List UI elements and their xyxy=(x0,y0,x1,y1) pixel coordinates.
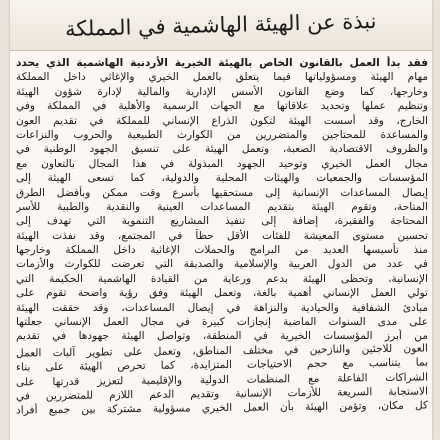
text-line: تولي العمل الإنساني أهمية بالغة، وتعمل الهيئة وفق رؤية واضحة تقوم على xyxy=(16,287,428,300)
text-line: الشراكات الفاعلة مع المنظمات الدولية والإقليمية لتعزيز قدرتها على xyxy=(16,371,428,389)
text-line: المؤسسات والجمعيات والهيئات المحلية والدولية، كما تسعى الهيئة إلى xyxy=(16,172,428,185)
text-line: في عدد من الدول العربية والإسلامية والصديقة التي تعرضت للكوارث والأزمات xyxy=(16,258,428,271)
text-line: بما يتناسب مع حجم الاحتياجات المتزايدة، كما تحرص الهيئة على بناء xyxy=(16,356,428,374)
text-line: إيصال المساعدات الإنسانية إلى مستحقيها بأسرع وقت ممكن وبأفضل الطرق xyxy=(16,186,428,199)
text-line: كل مكان، وتؤمن الهيئة بأن العمل الخيري مسؤولية مشتركة بين جميع أفراد xyxy=(16,399,428,417)
text-line: المتاحة، وتقوم الهيئة بتقديم المساعدات العينية والنقدية والطبية للأسر xyxy=(16,200,428,213)
text-line: مهام الهيئة ومسؤولياتها فيما يتعلق بالعمل الخيري والإغاثي داخل المملكة xyxy=(16,71,428,84)
text-line: تحسين مستوى المعيشة للفئات الأقل حظاً في المجتمع، وقد نفذت الهيئة xyxy=(16,229,428,242)
document-page xyxy=(10,0,432,440)
text-line: منذ تأسيسها العديد من البرامج والحملات الإغاثية داخل المملكة وخارجها xyxy=(16,244,428,257)
text-line: الإنسانية، وتحظى الهيئة بدعم ورعاية من القيادة الهاشمية الحكيمة التي xyxy=(16,272,428,285)
text-line: على مدى السنوات الماضية إنجازات كبيرة في مجال العمل الإنساني جعلتها xyxy=(16,316,428,329)
text-line: العون للاجئين والنازحين في مختلف المناطق، وتعمل على تطوير آليات العمل xyxy=(16,342,428,360)
text-line: الاستجابة السريعة للأزمات الإنسانية وتقديم الدعم اللازم للمتضررين في xyxy=(16,385,428,403)
text-line: وتنظيم عملها وتحديد علاقاتها مع الجهات الرسمية والأهلية في المملكة وفي xyxy=(16,100,428,113)
article-body xyxy=(16,56,428,436)
text-line: من أبرز المؤسسات الخيرية في المنطقة، وتواصل الهيئة جهودها في تقديم xyxy=(16,330,428,343)
text-line: وخارجها، كما وضع القانون الأسس الإدارية والمالية لإدارة شؤون الهيئة xyxy=(16,85,428,98)
text-line: فقد بدأ العمل بالقانون الخاص بالهيئة الخيرية الأردنية الهاشمية الذي يحدد xyxy=(16,57,428,69)
logo-text: نبذة عن الهيئة الهاشمية في المملكة xyxy=(65,8,377,42)
text-line: مبادئ الشفافية والحيادية والنزاهة في إيصال المساعدات، وقد حققت الهيئة xyxy=(16,301,428,314)
text-line: المحتاجة والفقيرة، إضافة إلى تنفيذ المشاريع التنموية التي تهدف إلى xyxy=(16,215,428,228)
text-line: مجال العمل الخيري وتوحيد الجهود المبذولة في هذا المجال بالتعاون مع xyxy=(16,157,428,170)
text-line: الخارج، وقد أسست الهيئة لتكون الذراع الإنساني للمملكة في تقديم العون xyxy=(16,114,428,127)
text-line: والظروف الاقتصادية الصعبة، وتعمل الهيئة على تنسيق الجهود الوطنية في xyxy=(16,143,428,156)
text-line: والمساعدة للمحتاجين والمتضررين من الكوارث الطبيعية والحروب والنزاعات xyxy=(16,128,428,141)
header-logo-banner xyxy=(10,0,432,51)
